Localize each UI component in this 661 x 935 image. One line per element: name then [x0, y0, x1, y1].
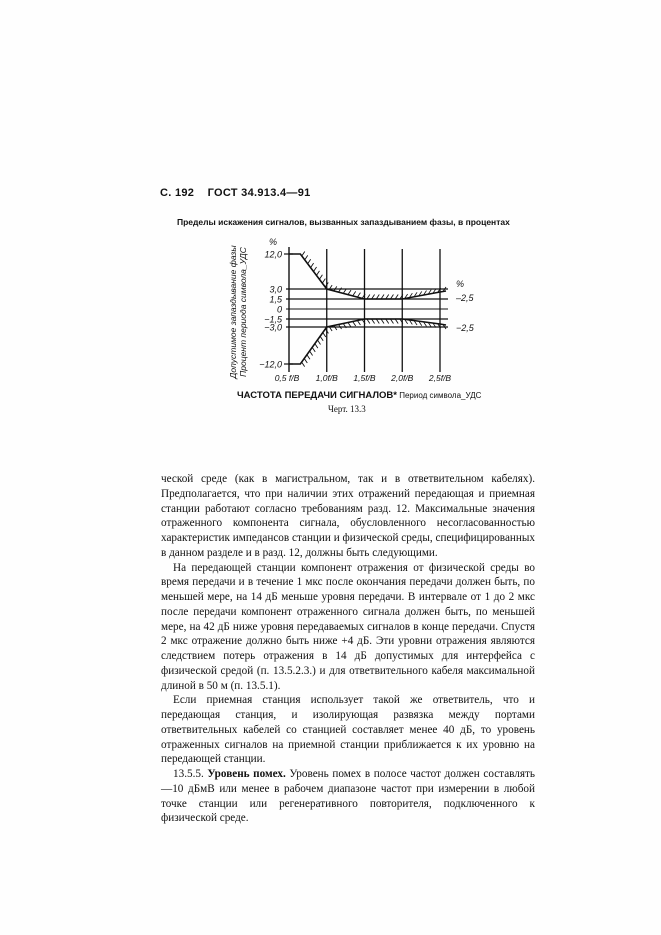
right-label-lower: −2,5 — [456, 323, 474, 333]
hatch-mark — [305, 255, 308, 260]
y-tick-label: −3,0 — [264, 322, 282, 333]
limit-line-upper — [289, 254, 446, 299]
hatch-mark — [308, 259, 311, 264]
hatch-mark — [310, 351, 313, 356]
paragraph: Если приемная станция использует такой же ответвитель, что и передающая станция, и изолирующая развязка между портами ответвительных кабелей со станцией составляет менее 40 дБ, то уровень отраженных сигналов на приемной станции приближается к их уровню на передающей станции. — [161, 694, 535, 766]
hatch-mark — [316, 271, 319, 276]
phase-delay-chart — [0, 0, 661, 400]
page-number: С. 192 — [160, 187, 195, 199]
x-tick-label: 2,5f/B — [428, 373, 452, 383]
hatch-mark — [307, 355, 310, 360]
x-axis-title: ЧАСТОТА ПЕРЕДАЧИ СИГНАЛОВ — [237, 390, 394, 401]
hatch-mark — [304, 358, 307, 363]
x-axis-note: Период символа_УДС — [397, 391, 482, 400]
hatch-mark — [353, 291, 356, 296]
hatch-mark — [311, 263, 314, 268]
y-tick-label: 12,0 — [264, 249, 282, 260]
chart-labels — [228, 237, 475, 383]
x-tick-label: 2,0f/B — [391, 373, 414, 383]
figure-number: Черт. 13.3 — [328, 404, 366, 414]
hatch-mark — [314, 267, 317, 272]
hatch-mark — [319, 275, 322, 280]
y-axis-title-line2: Процент периода символа_УДС — [238, 247, 248, 377]
section-heading: Уровень помех. — [207, 768, 286, 780]
body-text — [161, 472, 535, 826]
hatch-mark — [322, 279, 325, 284]
section-number: 13.5.5. — [173, 768, 204, 780]
paragraph: На передающей станции компонент отражения от физической среды во время передачи и в течение 1 мкс после окончания передачи должен быть, по меньшей мере, на 14 дБ меньше уровня передачи. В интервале от 1 до 2 мкс после передачи компонент отраженного сигнала должен быть, по меньшей мере, на 42 дБ ниже уровня передаваемых сигналов в конце передачи. Спустя 2 мкс отражение должно быть ниже +4 дБ. Эти уровни отражения являются следствием потерь отражения в 14 дБ допустимых для интерфейса с физической средой (п. 13.5.2.3.) и для ответвительного кабеля максимальной длиной в 50 м (п. 13.5.1). — [161, 561, 535, 692]
hatch-mark — [302, 362, 305, 367]
hatch-mark — [302, 251, 305, 256]
hatch-mark — [357, 321, 360, 326]
x-tick-label: 0,5 f/B — [274, 373, 300, 383]
hatch-mark — [323, 333, 326, 338]
caption-footnote-mark: * — [393, 390, 397, 401]
chart-title: Пределы искажения сигналов, вызванных запаздыванием фазы, в процентах — [177, 217, 510, 227]
hatch-mark — [320, 336, 323, 341]
section-text: Уровень помех в полосе частот должен составлять —10 дБмВ или менее в рабочем диапазоне частот при измерении в любой точке станции или регенеративного повторителя, подключенного к физической среде. — [161, 768, 536, 825]
hatch-mark — [312, 347, 315, 352]
y-tick-label: 0 — [276, 304, 282, 315]
x-tick-label: 1,0f/B — [315, 373, 338, 383]
y-tick-label: −1,5 — [264, 314, 282, 325]
paragraph: ческой среде (как в магистральном, так и в ответвительном кабелях). Предполагается, что при наличии этих отражений передающая и приемная станции работают согласно требованиям разд. 12. Максимальные значения отраженного компонента сигнала, обусловленного несогласованностью характеристик импедансов станции и физической среды, специфицированных в данном разделе и в разд. 12, должны быть следующими. — [161, 473, 535, 559]
standard-code: ГОСТ 34.913.4—91 — [207, 187, 311, 199]
hatch-mark — [334, 326, 337, 331]
section-paragraph — [161, 767, 535, 826]
y-axis-title-line1: Допустимое запаздывание фазы — [228, 245, 238, 379]
hatch-mark — [348, 290, 351, 295]
y-tick-label: 1,5 — [269, 294, 282, 305]
hatch-mark — [353, 322, 356, 327]
y-tick-label: −12,0 — [259, 359, 282, 370]
hatch-mark — [315, 344, 318, 349]
y-unit: % — [269, 237, 278, 247]
y-tick-label: 3,0 — [269, 284, 282, 295]
right-label-upper: –2,5 — [456, 293, 474, 303]
right-unit: % — [456, 279, 465, 289]
x-tick-label: 1,5f/B — [353, 373, 376, 383]
hatch-mark — [318, 340, 321, 345]
hatch-mark — [339, 288, 342, 293]
limit-line-lower — [289, 319, 446, 364]
chart-caption — [237, 390, 481, 401]
y-axis-title — [228, 245, 248, 380]
hatch-mark — [357, 293, 360, 298]
hatch-mark — [348, 323, 351, 328]
